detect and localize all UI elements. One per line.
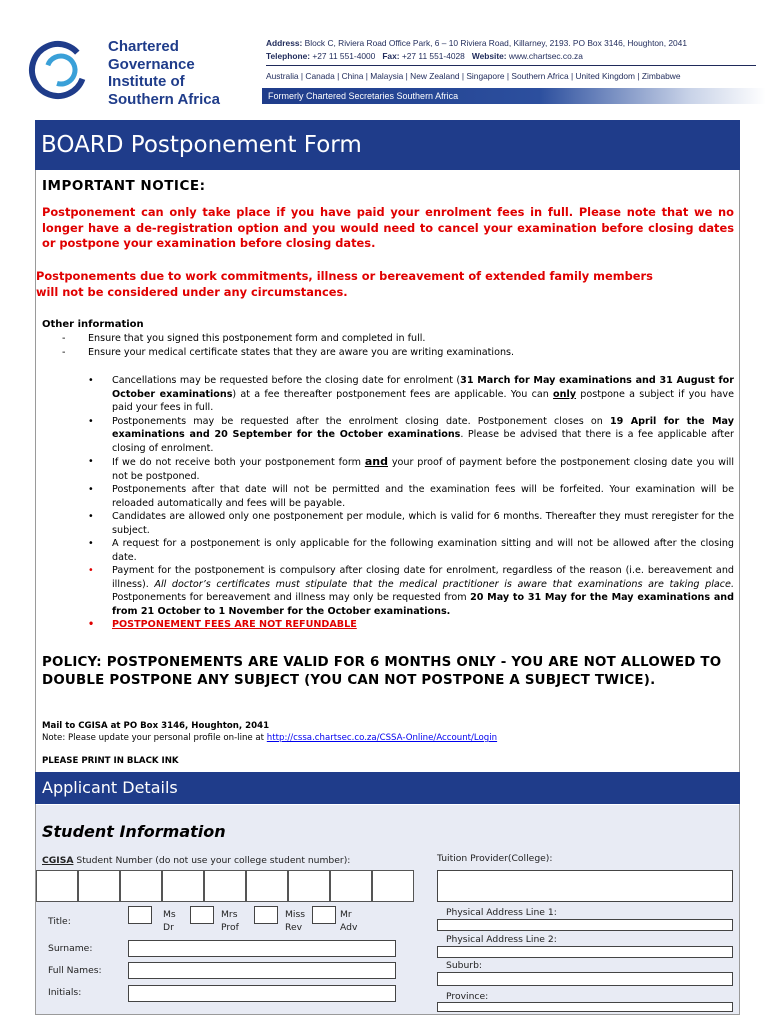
org-name: Chartered Governance Institute of Southern Africa — [108, 38, 220, 108]
title-option-mr-adv: Mr Adv — [340, 909, 358, 933]
list-item: - Ensure your medical certificate states that they are aware you are writing examinations. — [62, 347, 515, 358]
student-number-label: CGISA Student Number (do not use your college student number): — [42, 855, 351, 866]
student-number-digit[interactable] — [36, 870, 78, 902]
form-title: BOARD Postponement Form — [35, 120, 740, 170]
surname-label: Surname: — [48, 943, 93, 954]
formerly-banner: Formerly Chartered Secretaries Southern Africa — [262, 88, 766, 104]
suburb-label: Suburb: — [446, 960, 483, 971]
contact-line: Telephone: +27 11 551-4000 Fax: +27 11 551-4028 Website: www.chartsec.co.za — [266, 51, 583, 61]
physical-address-1-label: Physical Address Line 1: — [446, 907, 557, 918]
title-option-miss-rev: Miss Rev — [285, 909, 306, 933]
applicant-details-header: Applicant Details — [35, 772, 740, 804]
notice-paragraph-2: Postponements due to work commitments, illness or bereavement of extended family members will not be considered under any circumstances. — [36, 269, 653, 299]
list-item: • POSTPONEMENT FEES ARE NOT REFUNDABLE — [86, 618, 734, 632]
title-checkbox-ms[interactable] — [128, 906, 152, 924]
list-item: • Payment for the postponement is compulsory after closing date for enrolment, regardless of the reason (i.e. bereavement and illness). All doctor’s certificates must stipulate that the medical practitioner is aware that examinations are taking place. Postponements for bereavement and illness may only be requested from 20 May to 31 May for the May examinations and from 21 October to 1 November for the October examinations. — [86, 564, 734, 618]
list-item: - Ensure that you signed this postponement form and completed in full. — [62, 333, 426, 344]
title-label: Title: — [48, 916, 71, 927]
tuition-provider-label: Tuition Provider(College): — [437, 853, 553, 864]
student-number-field — [36, 870, 416, 902]
list-item: • Cancellations may be requested before the closing date for enrolment (31 March for May examinations and 31 August for October examinations) at a fee thereafter postponement fees are applicable. You can only postpone a subject if you have paid your fees in full. — [86, 374, 734, 415]
surname-input[interactable] — [128, 940, 396, 957]
initials-input[interactable] — [128, 985, 396, 1002]
list-item: • Candidates are allowed only one postponement per module, which is valid for 6 months. Thereafter they must reregister for the subject. — [86, 510, 734, 537]
address-line: Address: Block C, Riviera Road Office Park, 6 – 10 Riviera Road, Killarney, 2193. PO Box 3146, Houghton, 2041 — [266, 38, 687, 48]
list-item: • If we do not receive both your postponement form and your proof of payment before the postponement closing date you will not be postponed. — [86, 455, 734, 483]
notice-paragraph-1: Postponement can only take place if you have paid your enrolment fees in full. Please note that we no longer have a de-registration option and you would need to cancel your examination before closing dates or postpone your examination before closing dates. — [42, 205, 734, 250]
title-option-ms-dr: Ms Dr — [163, 909, 176, 933]
province-label: Province: — [446, 991, 489, 1002]
countries-line: Australia | Canada | China | Malaysia | New Zealand | Singapore | Southern Africa | United Kingdom | Zimbabwe — [266, 71, 681, 81]
print-instruction: PLEASE PRINT IN BLACK INK — [42, 756, 179, 766]
full-names-label: Full Names: — [48, 965, 102, 976]
student-number-digit[interactable] — [78, 870, 120, 902]
title-checkbox-mr[interactable] — [312, 906, 336, 924]
other-info-list — [62, 332, 514, 360]
tuition-provider-input[interactable] — [437, 870, 733, 902]
title-option-mrs-prof: Mrs Prof — [221, 909, 239, 933]
student-number-digit[interactable] — [372, 870, 414, 902]
rules-list — [86, 374, 734, 632]
other-info-title: Other information — [42, 319, 144, 330]
student-number-digit[interactable] — [246, 870, 288, 902]
student-number-digit[interactable] — [120, 870, 162, 902]
physical-address-2-label: Physical Address Line 2: — [446, 934, 557, 945]
list-item: • A request for a postponement is only applicable for the following examination sitting and will not be allowed after the closing date. — [86, 537, 734, 564]
full-names-input[interactable] — [128, 962, 396, 979]
student-info-title: Student Information — [42, 822, 226, 841]
title-checkbox-mrs[interactable] — [190, 906, 214, 924]
physical-address-2-input[interactable] — [437, 946, 733, 958]
title-checkbox-miss[interactable] — [254, 906, 278, 924]
province-input[interactable] — [437, 1002, 733, 1012]
initials-label: Initials: — [48, 987, 82, 998]
cgisa-logo-icon — [28, 40, 88, 100]
list-item: • Postponements after that date will not be permitted and the examination fees will be forfeited. Your examination will be reloaded automatically and fees will be payable. — [86, 483, 734, 510]
profile-note: Note: Please update your personal profile on-line at http://cssa.chartsec.co.za/CSSA-Online/Account/Login — [42, 733, 498, 743]
list-item: • Postponements may be requested after the enrolment closing date. Postponement closes on 19 April for the May examinations and 20 September for the October examinations. Please be advised that there is a fee applicable after closing of enrolment. — [86, 415, 734, 456]
student-number-digit[interactable] — [330, 870, 372, 902]
notice-title: IMPORTANT NOTICE: — [42, 178, 206, 194]
student-number-digit[interactable] — [288, 870, 330, 902]
policy-statement: POLICY: POSTPONEMENTS ARE VALID FOR 6 MONTHS ONLY - YOU ARE NOT ALLOWED TO DOUBLE POSTPONE ANY SUBJECT (YOU CAN NOT POSTPONE A SUBJECT TWICE). — [42, 655, 722, 689]
suburb-input[interactable] — [437, 972, 733, 986]
header-divider — [266, 65, 756, 66]
profile-link[interactable]: http://cssa.chartsec.co.za/CSSA-Online/Account/Login — [266, 733, 498, 743]
mail-address: Mail to CGISA at PO Box 3146, Houghton, 2041 — [42, 721, 270, 731]
physical-address-1-input[interactable] — [437, 919, 733, 931]
student-number-digit[interactable] — [162, 870, 204, 902]
student-number-digit[interactable] — [204, 870, 246, 902]
